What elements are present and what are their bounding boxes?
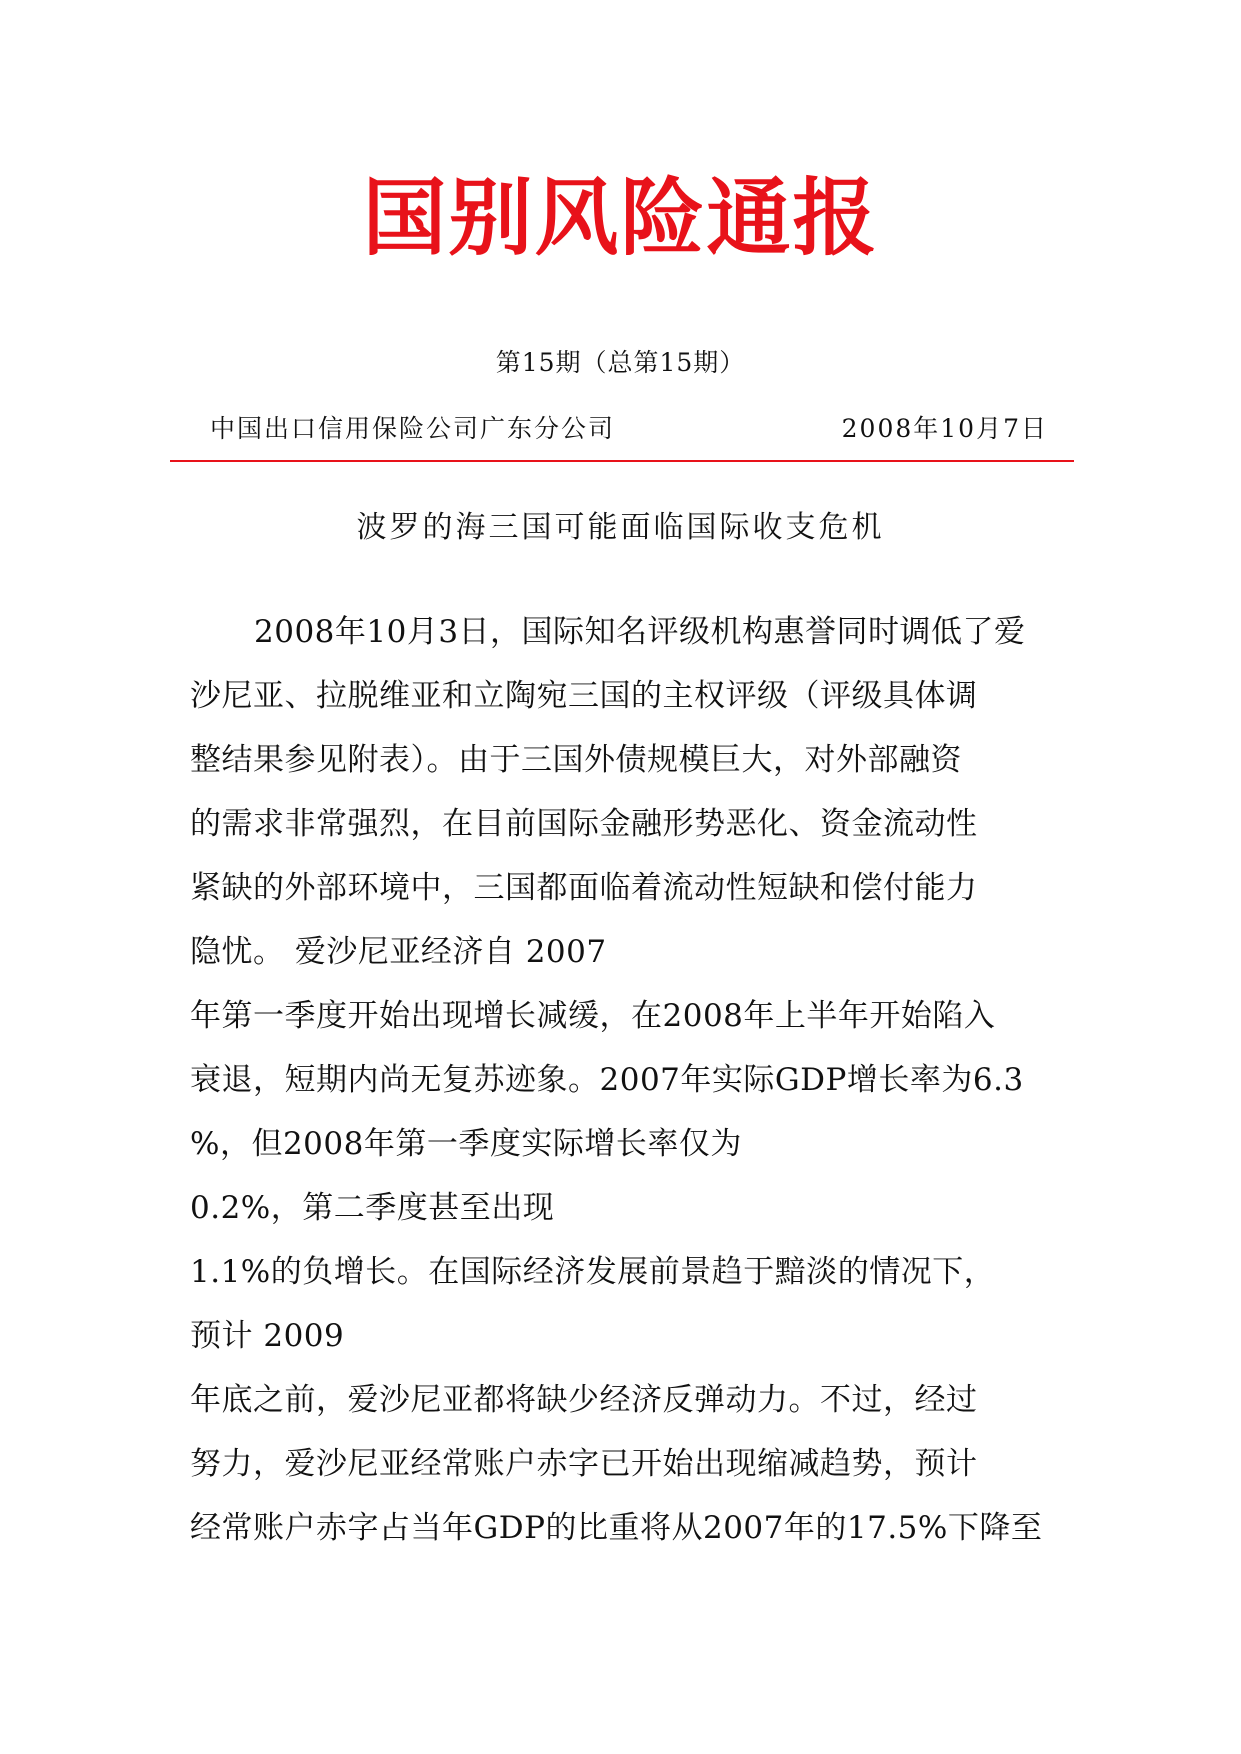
organization-name: 中国出口信用保险公司广东分公司	[210, 414, 616, 443]
publication-date: 2008年10月7日	[841, 414, 1048, 443]
body-line: 1.1%的负增长。在国际经济发展前景趋于黯淡的情况下，	[190, 1254, 996, 1290]
header-divider	[170, 460, 1074, 462]
body-line: 整结果参见附表）。由于三国外债规模巨大，对外部融资	[190, 742, 962, 778]
body-line: 努力，爱沙尼亚经常账户赤字已开始出现缩减趋势，预计	[190, 1446, 978, 1482]
masthead-title: 国别风险通报	[362, 168, 879, 267]
body-line: 隐忧。 爱沙尼亚经济自 2007	[190, 934, 607, 970]
body-line: 2008年10月3日，国际知名评级机构惠誉同时调低了爱	[254, 614, 1026, 650]
issue-number: 第15期（总第15期）	[495, 348, 746, 377]
body-line: 0.2%，第二季度甚至出现	[190, 1190, 555, 1226]
body-line: 经常账户赤字占当年GDP的比重将从2007年的17.5%下降至	[190, 1510, 1043, 1546]
body-line: 年第一季度开始出现增长减缓，在2008年上半年开始陷入	[190, 998, 996, 1034]
article-body	[190, 600, 1070, 1560]
body-line: 年底之前，爱沙尼亚都将缺少经济反弹动力。不过，经过	[190, 1382, 978, 1418]
body-line: 紧缺的外部环境中，三国都面临着流动性短缺和偿付能力	[190, 870, 978, 906]
body-line: 沙尼亚、拉脱维亚和立陶宛三国的主权评级（评级具体调	[190, 678, 978, 714]
meta-row	[210, 412, 1048, 446]
body-line: 的需求非常强烈，在目前国际金融形势恶化、资金流动性	[190, 806, 978, 842]
body-line: %，但2008年第一季度实际增长率仅为	[190, 1126, 742, 1162]
body-line: 预计 2009	[190, 1318, 345, 1354]
article-title: 波罗的海三国可能面临国际收支危机	[356, 510, 885, 545]
body-line: 衰退，短期内尚无复苏迹象。2007年实际GDP增长率为6.3	[190, 1062, 1024, 1098]
